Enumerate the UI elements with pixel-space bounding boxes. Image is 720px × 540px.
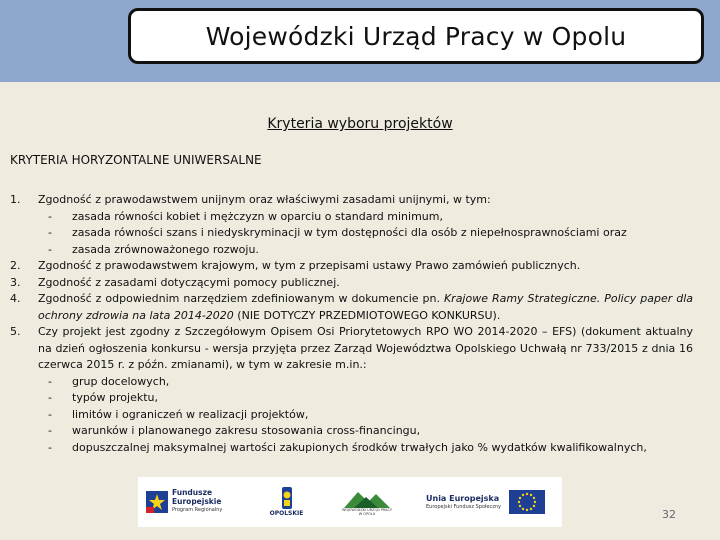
fe-line3: Program Regionalny bbox=[172, 507, 223, 514]
criterion-subitem: - zasada równości kobiet i mężczyzn w oparciu o standard minimum, bbox=[10, 209, 693, 226]
criterion-2 bbox=[10, 258, 693, 275]
criterion-number: 5. bbox=[10, 325, 21, 338]
subitem-text: typów projektu, bbox=[72, 391, 158, 404]
subitem-text: grup docelowych, bbox=[72, 374, 170, 388]
subitem-text: warunków i planowanego zakresu stosowania cross-financingu, bbox=[72, 424, 421, 437]
eu-text: Unia Europejska bbox=[426, 494, 500, 503]
funding-logos bbox=[138, 477, 562, 527]
criterion-number: 3. bbox=[10, 275, 21, 289]
fe-line2: Europejskie bbox=[172, 496, 222, 506]
page-number: 32 bbox=[662, 508, 676, 521]
wup-text: WOJEWÓDZKI URZĄD PRACY bbox=[341, 508, 393, 512]
fe-line1: Fundusze bbox=[172, 488, 213, 498]
criterion-number: 2. bbox=[10, 259, 21, 272]
criterion-subitem: - warunków i planowanego zakresu stosowania cross-financingu, bbox=[10, 423, 693, 440]
section-heading: KRYTERIA HORYZONTALNE UNIWERSALNE bbox=[10, 153, 262, 167]
wup-mountains-icon bbox=[344, 488, 390, 508]
opolskie-logo bbox=[259, 487, 314, 517]
criterion-subitem: - zasada równości szans i niedyskryminacji w tym dostępności dla osób z niepełnosprawnościami oraz bbox=[10, 225, 693, 242]
subitem-text: zasada zrównoważonego rozwoju. bbox=[72, 242, 259, 256]
opolskie-text: OPOLSKIE bbox=[269, 510, 304, 517]
criterion-3 bbox=[10, 275, 693, 292]
criterion-subitem: - typów projektu, bbox=[10, 390, 693, 407]
criterion-text: Zgodność z zasadami dotyczącymi pomocy publicznej. bbox=[38, 275, 340, 289]
criterion-subitem: - dopuszczalnej maksymalnej wartości zakupionych środków trwałych jako % wydatków kwalifikowalnych, bbox=[10, 440, 693, 457]
criterion-subitem: - grup docelowych, bbox=[10, 374, 693, 391]
criterion-1 bbox=[10, 192, 693, 209]
criterion-text: Czy projekt jest zgodny z Szczegółowym Opisem Osi Priorytetowych RPO WO 2014-2020 – EFS) (dokument aktualny na dzień ogłoszenia konkursu - wersja przyjęta przez Zarząd Województwa Opolskiego Uchwałą nr 733/2015 z dnia 16 czerwca 2015 r. z późn. zmianami), w tym w zakresie m.in.: bbox=[38, 325, 693, 371]
criterion-subitem: - zasada zrównoważonego rozwoju. bbox=[10, 242, 693, 259]
subitem-text: dopuszczalnej maksymalnej wartości zakupionych środków trwałych jako % wydatków kwalifikowalnych, bbox=[72, 440, 647, 454]
criterion-number: 1. bbox=[10, 193, 21, 206]
subitem-text: zasada równości kobiet i mężczyzn w oparciu o standard minimum, bbox=[72, 209, 443, 223]
criterion-5 bbox=[10, 324, 693, 374]
slide-title: Wojewódzki Urząd Pracy w Opolu bbox=[128, 8, 704, 64]
criterion-text-part: (NIE DOTYCZY PRZEDMIOTOWEGO KONKURSU). bbox=[233, 308, 501, 322]
criterion-text-part: Zgodność z odpowiednim narzędziem zdefiniowanym w dokumencie pn. bbox=[38, 292, 444, 305]
slide-subtitle: Kryteria wyboru projektów bbox=[267, 116, 453, 132]
subitem-text: limitów i ograniczeń w realizacji projektów, bbox=[72, 407, 309, 421]
document-title: Krajowe Ramy Strategiczne. Policy paper dla ochrony zdrowia na lata 2014-2020 bbox=[38, 292, 693, 322]
wup-subtext: W OPOLU bbox=[358, 512, 376, 516]
fundusze-europejskie-logo bbox=[146, 489, 241, 515]
subitem-text: zasada równości szans i niedyskryminacji w tym dostępności dla osób z niepełnosprawnościami oraz bbox=[72, 226, 627, 239]
criterion-text: Zgodność z prawodawstwem unijnym oraz właściwymi zasadami unijnymi, w tym: bbox=[38, 193, 491, 206]
criterion-4 bbox=[10, 291, 693, 324]
eu-logo bbox=[426, 490, 545, 514]
eu-flag-icon bbox=[509, 490, 545, 514]
criterion-text bbox=[38, 291, 693, 324]
opolskie-emblem-icon bbox=[280, 487, 294, 509]
wup-logo bbox=[332, 488, 402, 516]
criterion-text: Zgodność z prawodawstwem krajowym, w tym z przepisami ustawy Prawo zamówień publicznych. bbox=[38, 259, 581, 272]
criterion-number: 4. bbox=[10, 292, 21, 305]
criterion-subitem: - limitów i ograniczeń w realizacji projektów, bbox=[10, 407, 693, 424]
eu-fund-text: Europejski Fundusz Społeczny bbox=[426, 504, 501, 510]
fe-star-icon bbox=[146, 491, 168, 513]
criteria-list bbox=[10, 192, 693, 456]
